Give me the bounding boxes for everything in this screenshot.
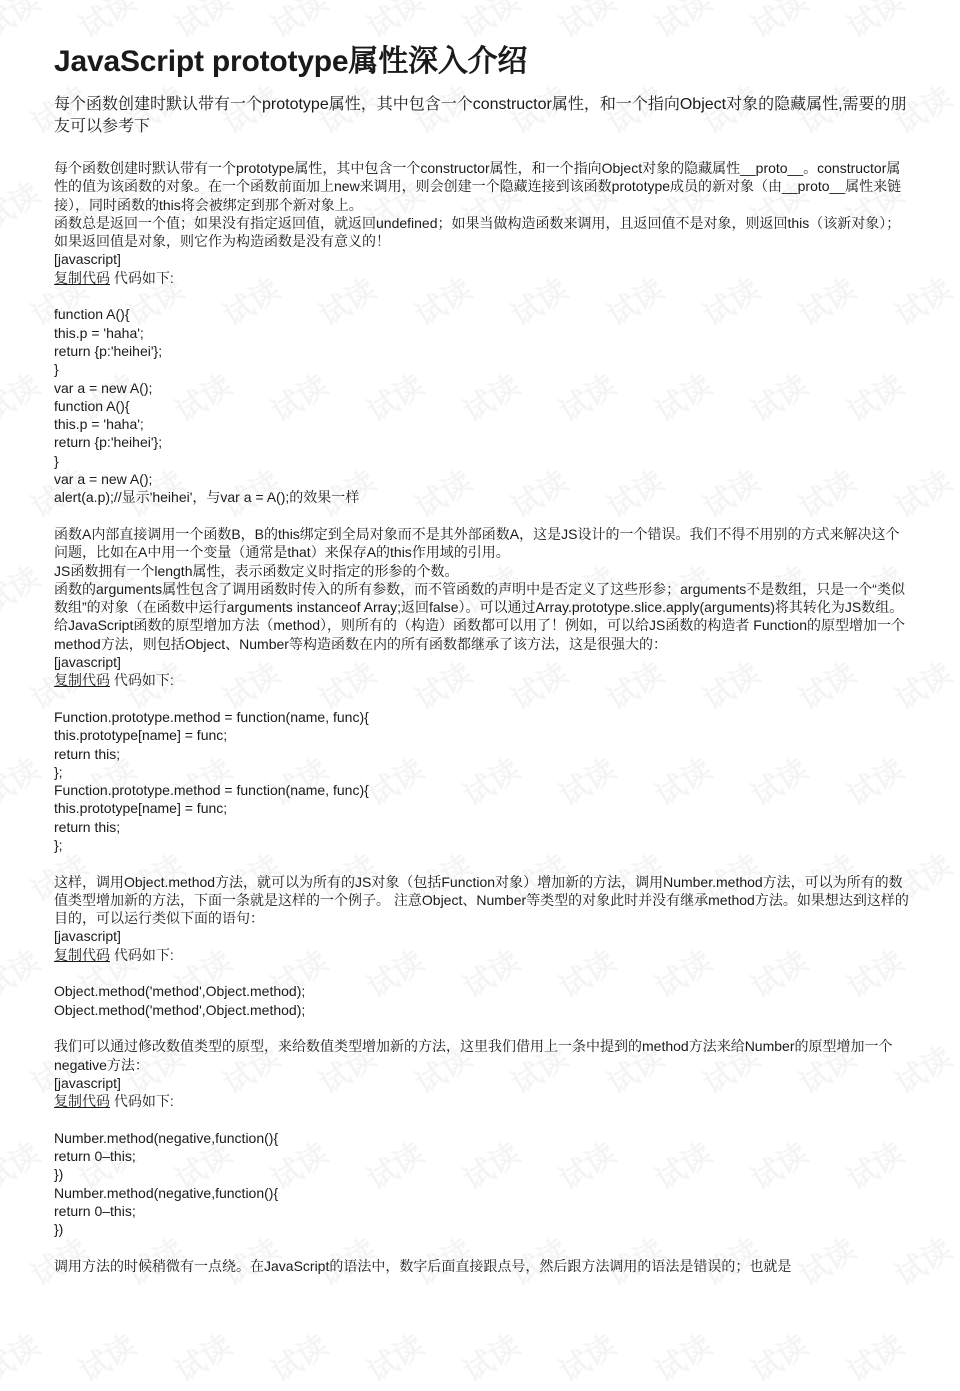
watermark-text (741, 1321, 815, 1390)
watermark-text (165, 1321, 239, 1390)
paragraph: 我们可以通过修改数值类型的原型，来给数值类型增加新的方法，这里我们借用上一条中提到的method方法来给Number的原型增加一个negative方法： (54, 1038, 893, 1073)
copy-code-suffix: 代码如下: (110, 269, 174, 286)
copy-code-suffix: 代码如下: (110, 946, 174, 963)
paragraph: 这样，调用Object.method方法，就可以为所有的JS对象（包括Function对象）增加新的方法，调用Number.method方法，可以为所有的数值类型增加新的方法，下面一条就是这样的一个例子。 注意Object、Number等类型的对象此时并没有继承method方法。如果想达到这样的目的，可以运行类似下面的语句： (54, 873, 909, 927)
code-block: Number.method(negative,function(){ return 0–this; }) Number.method(negative,function(){ return 0–this; }) (54, 1129, 279, 1238)
copy-code-suffix: 代码如下: (110, 1093, 174, 1110)
watermark-text (0, 361, 47, 430)
paragraph: 函数总是返回一个值；如果没有指定返回值，就返回undefined；如果当做构造函数来调用，且返回值不是对象，则返回this（该新对象）；如果返回值是对象，则它作为构造函数是没有意义的！ (54, 214, 901, 250)
watermark-text (0, 1321, 47, 1390)
paragraph: 函数的arguments属性包含了调用函数时传入的所有参数，而不管函数的声明中是否定义了这些形参；arguments不是数组，只是一个“类似数组”的对象（在函数中运行arguments instanceof Array;返回false）。可以通过Array.prototype.slice.apply(arguments)将其转化为JS数组。 (54, 580, 905, 616)
paragraph: 每个函数创建时默认带有一个prototype属性，其中包含一个constructor属性，和一个指向Object对象的隐藏属性__proto__。constructor属性的值为该函数的对象。在一个函数前面加上new来调用，则会创建一个隐藏连接到该函数prototype成员的新对象（由__proto__属性来链接），同时函数的this将会被绑定到那个新对象上。 (54, 160, 902, 213)
watermark-text (0, 1129, 47, 1198)
watermark-text (453, 1321, 527, 1390)
copy-code-suffix: 代码如下: (110, 672, 174, 689)
watermark-text (357, 1321, 431, 1390)
copy-code-link[interactable]: 复制代码 (54, 672, 110, 689)
page-title: JavaScript prototype属性深入介绍 (54, 45, 528, 78)
watermark-text (549, 1321, 623, 1390)
code-block: function A(){ this.p = 'haha'; return {p:'heihei'}; } var a = new A(); function A(){ this.p = 'haha'; return {p:'heihei'}; } var a = new A(); alert(a.p);//显示'heihei'，与var a = A();的效果一样 (54, 306, 360, 506)
copy-code-link[interactable]: 复制代码 (54, 946, 110, 963)
copy-code-line (54, 269, 910, 287)
article-body (54, 159, 910, 1275)
code-language-tag: [javascript] (54, 1074, 121, 1091)
copy-code-link[interactable]: 复制代码 (54, 269, 110, 286)
code-language-tag: [javascript] (54, 928, 121, 945)
paragraph: 给JavaScript函数的原型增加方法（method），则所有的（构造）函数都可以用了！例如，可以给JS函数的构造者 Function的原型增加一个method方法，则包括Object、Number等构造函数在内的所有函数都继承了该方法，这是很强大的： (54, 617, 905, 652)
copy-code-line (54, 946, 910, 964)
copy-code-line (54, 1092, 910, 1110)
watermark-text (0, 169, 47, 238)
watermark-text (69, 1321, 143, 1390)
paragraph: 函数A内部直接调用一个函数B，B的this绑定到全局对象而不是其外部函数A，这是JS设计的一个错误。我们不得不用别的方式来解决这个问题，比如在A中用一个变量（通常是that）来保存A的this作用域的引用。 (54, 525, 900, 561)
paragraph: JS函数拥有一个length属性，表示函数定义时指定的形参的个数。 (54, 562, 459, 579)
code-block: Object.method('method',Object.method); Object.method('method',Object.method); (54, 983, 306, 1018)
watermark-text (645, 1321, 719, 1390)
document-page (54, 40, 910, 1275)
watermark-text (837, 1321, 911, 1390)
code-language-tag: [javascript] (54, 654, 121, 671)
copy-code-line (54, 671, 910, 689)
code-language-tag: [javascript] (54, 251, 121, 268)
page-subtitle: 每个函数创建时默认带有一个prototype属性，其中包含一个constructor属性，和一个指向Object对象的隐藏属性,需要的朋友可以参考下 (54, 96, 907, 135)
copy-code-link[interactable]: 复制代码 (54, 1093, 110, 1110)
watermark-text (0, 553, 47, 622)
watermark-text (261, 1321, 335, 1390)
watermark-text (0, 937, 47, 1006)
watermark-text (0, 0, 47, 47)
watermark-text (0, 745, 47, 814)
code-block: Function.prototype.method = function(name, func){ this.prototype[name] = func; return this; }; Function.prototype.method = function(name, func){ this.prototype[name] = func; return this; }; (54, 708, 369, 853)
paragraph: 调用方法的时候稍微有一点绕。在JavaScript的语法中，数字后面直接跟点号，然后跟方法调用的语法是错误的；也就是 (54, 1257, 792, 1274)
